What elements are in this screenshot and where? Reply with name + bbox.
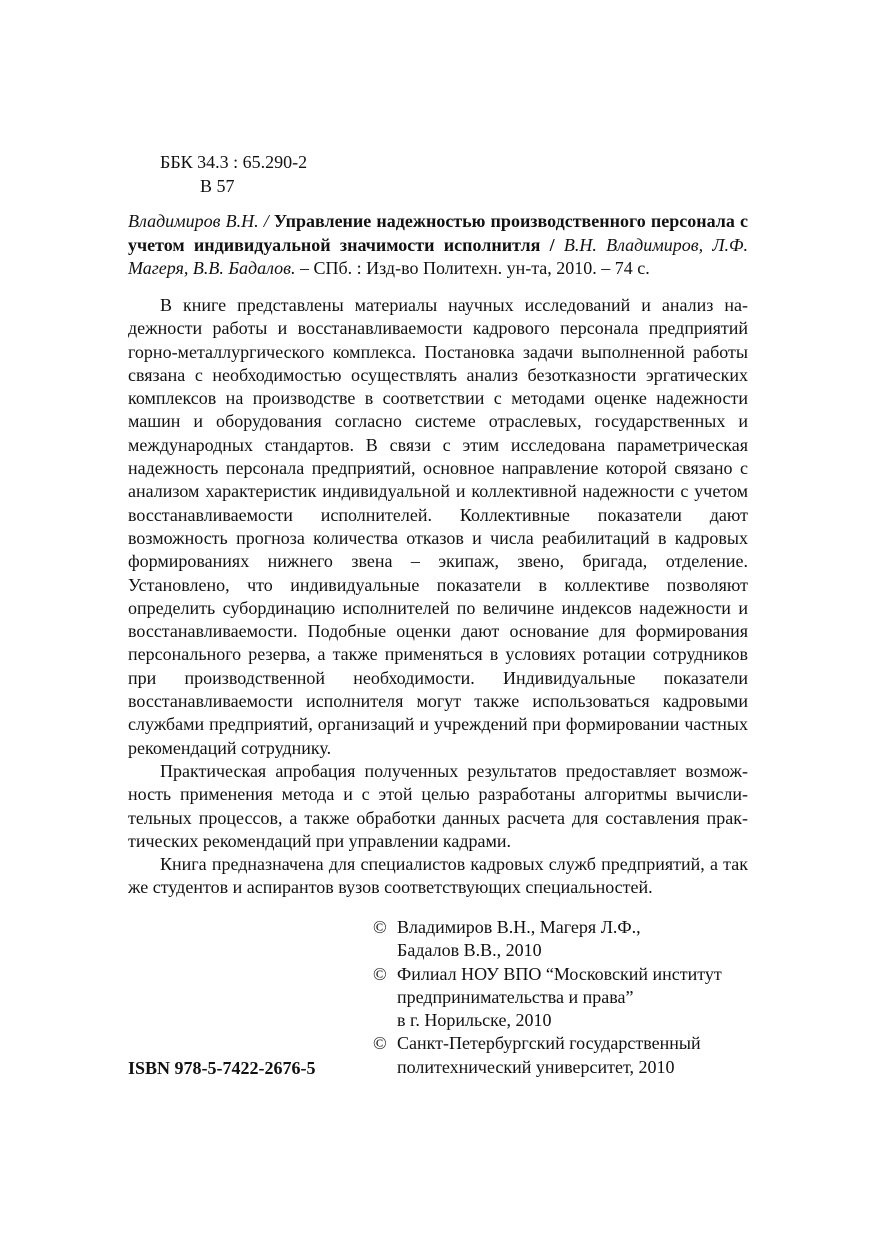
copyright-authors-text: Владимиров В.Н., Магеря Л.Ф., Бадалов В.В., 2010 xyxy=(397,917,641,961)
abstract-paragraph-1: В книге представлены материалы научных исследований и анализ надежности работы и восстанавливаемости кадрового персонала предприятий горно-металлургического комплекса. Постановка задачи выполненной работы связана с необходимостью осуществлять анализ безотказности эргатических комплексов на производстве в соответствии с методами оценке надежности машин и оборудования согласно системе отраслевых, государственных и международных стандартов. В связи с этим исследована параметрическая надежность персонала предприятий, основное направление которой связано с анализом характеристик индивидуальной и коллективной надежности с учетом восстанавливаемости исполнителей. Коллективные показатели дают возможность прогноза количества отказов и числа реабилитаций в кадровых формированиях нижнего звена – экипаж, звено, бригада, отделение. Установлено, что индивидуальные показатели в коллективе позволяют определить субординацию исполнителей по величине индексов надежности и восстанавливаемости. Подобные оценки дают основание для формирования персонального резерва, а также применяться в условиях ротации сотрудников при производственной необходимости. Индивидуальные показатели восстанавливаемости исполнителя могут также использоваться кадровыми службами предприятий, организаций и учреждений при формировании частных рекомендаций сотруднику. xyxy=(128,295,748,758)
bbk-code: ББК 34.3 : 65.290-2 xyxy=(160,152,308,172)
abstract-paragraph-2: Практическая апробация полученных результатов предоставляет возможность применения метода и с этой целью разработаны алгоритмы вычислительных процессов, а также обработки данных расчета для составления практических рекомендаций при управлении кадрами. xyxy=(128,760,748,851)
copyright-block xyxy=(373,916,773,1079)
copyright-symbol: © xyxy=(373,963,387,984)
copyright-authors xyxy=(373,916,773,963)
copyright-university xyxy=(373,1032,773,1079)
abstract xyxy=(128,294,748,900)
biblio-publication: – СПб. : Изд-во Политехн. ун-та, 2010. – 74 с. xyxy=(295,258,650,278)
bbk-block xyxy=(160,150,307,198)
biblio-authors: Владимиров В.Н. / xyxy=(128,211,274,231)
biblio-responsibility: В.Н. Владимиров, Л.Ф. Магеря, В.В. Бадалов. xyxy=(128,234,748,278)
bibliographic-record xyxy=(128,210,748,281)
biblio-title: Управление надежностью производственного персонала с учетом индивидуальной значимости исполнитля / xyxy=(128,211,748,255)
isbn: ISBN 978-5-7422-2676-5 xyxy=(128,1058,316,1078)
copyright-university-text: Санкт-Петербургский государственный политехнический университет, 2010 xyxy=(397,1033,701,1077)
abstract-paragraph-3: Книга предназначена для специалистов кадровых служб предприятий, а так же студентов и аспирантов вузов соответствующих специальностей. xyxy=(128,854,748,898)
copyright-symbol: © xyxy=(373,1033,387,1054)
copyright-symbol: © xyxy=(373,917,387,937)
copyright-branch xyxy=(373,963,773,1033)
author-mark: В 57 xyxy=(200,176,235,196)
copyright-branch-text: Филиал НОУ ВПО “Московский институт предпринимательства и права” в г. Норильске, 2010 xyxy=(397,963,722,1031)
